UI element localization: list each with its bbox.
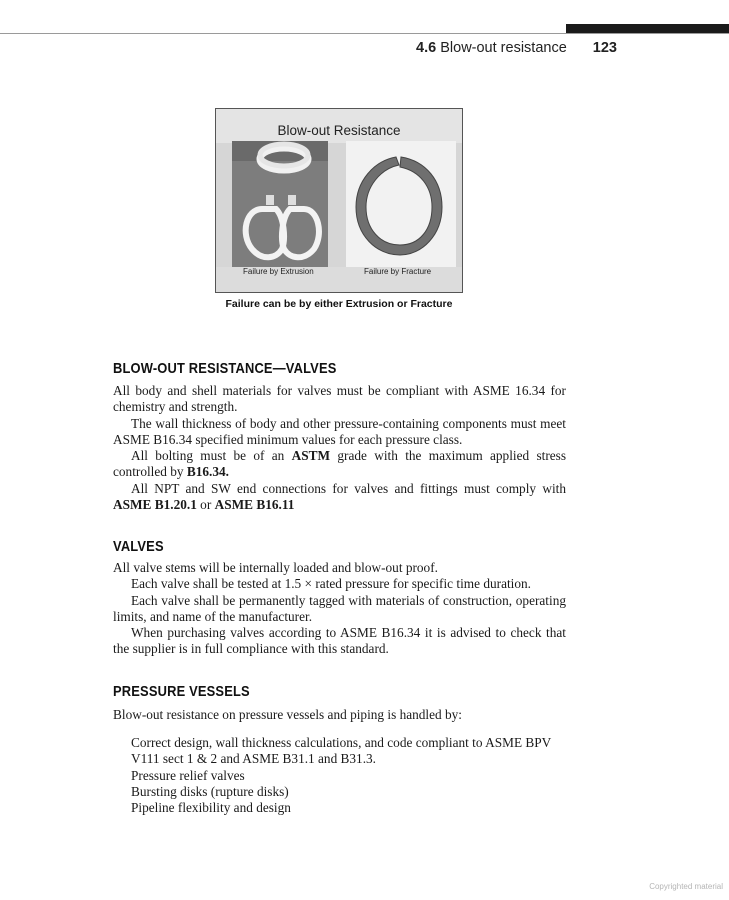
heading-valves: VALVES — [113, 538, 164, 555]
section3-intro-paragraph: Blow-out resistance on pressure vessels and piping is handled by: — [113, 707, 462, 722]
section-title: Blow-out resistance — [440, 40, 567, 56]
pressure-vessel-list — [131, 735, 571, 816]
copyright-watermark: Copyrighted material — [649, 882, 723, 891]
figure-title: Blow-out Resistance — [277, 123, 401, 138]
astm-bold: ASTM — [291, 448, 331, 464]
list-item: Bursting disks (rupture disks) — [131, 783, 289, 799]
section1-body — [113, 383, 566, 513]
section2-body — [113, 560, 566, 658]
p4-text-a: All NPT and SW end connections for valves and fittings must comply with — [131, 480, 566, 496]
extrusion-photo — [232, 141, 328, 267]
heading-pressure-vessels: PRESSURE VESSELS — [113, 683, 250, 700]
section2-paragraph-4: When purchasing valves according to ASME B16.34 it is advised to check that the supplier is in full compliance with this standard. — [113, 625, 566, 657]
extrusion-label: Failure by Extrusion — [243, 267, 314, 276]
running-head — [360, 40, 617, 56]
asme-b1611-bold: ASME B16.11 — [214, 497, 295, 513]
section2-paragraph-2: Each valve shall be tested at 1.5 × rated pressure for specific time duration. — [131, 576, 531, 592]
p3-text-a: All bolting must be of an — [131, 448, 292, 464]
page-number: 123 — [592, 40, 617, 56]
section-number: 4.6 — [416, 40, 437, 56]
section1-paragraph-4 — [113, 481, 566, 514]
p3-text-c: grade with the maximum applied stress controlled by — [113, 448, 567, 480]
header-rule — [0, 33, 729, 34]
section1-paragraph-3 — [113, 448, 566, 481]
section1-paragraph-2: The wall thickness of body and other pressure-containing components must meet ASME B16.34 specified minimum values for each pressure class. — [113, 415, 566, 447]
list-item: Pipeline flexibility and design — [131, 800, 291, 816]
asme-b1201-bold: ASME B1.20.1 — [113, 497, 197, 513]
section1-paragraph-1: All body and shell materials for valves must be compliant with ASME 16.34 for chemistry and strength. — [113, 383, 566, 415]
p4-text-c: or — [196, 497, 215, 513]
heading-blowout-valves: BLOW-OUT RESISTANCE—VALVES — [113, 360, 337, 377]
fracture-label: Failure by Fracture — [364, 267, 432, 276]
b1634-bold: B16.34. — [186, 464, 229, 480]
section2-paragraph-1: All valve stems will be internally loaded and blow-out proof. — [113, 560, 438, 575]
list-item: Pressure relief valves — [131, 767, 245, 783]
section2-paragraph-3: Each valve shall be permanently tagged with materials of construction, operating limits, and name of the manufacturer. — [113, 592, 566, 624]
figure-caption: Failure can be by either Extrusion or Fracture — [225, 298, 453, 310]
section3-intro — [113, 707, 566, 723]
fracture-photo — [346, 141, 456, 267]
list-item: Correct design, wall thickness calculations, and code compliant to ASME BPV V111 sect 1 & 2 and ASME B31.1 and B31.3. — [131, 735, 552, 767]
blowout-figure — [215, 108, 463, 293]
